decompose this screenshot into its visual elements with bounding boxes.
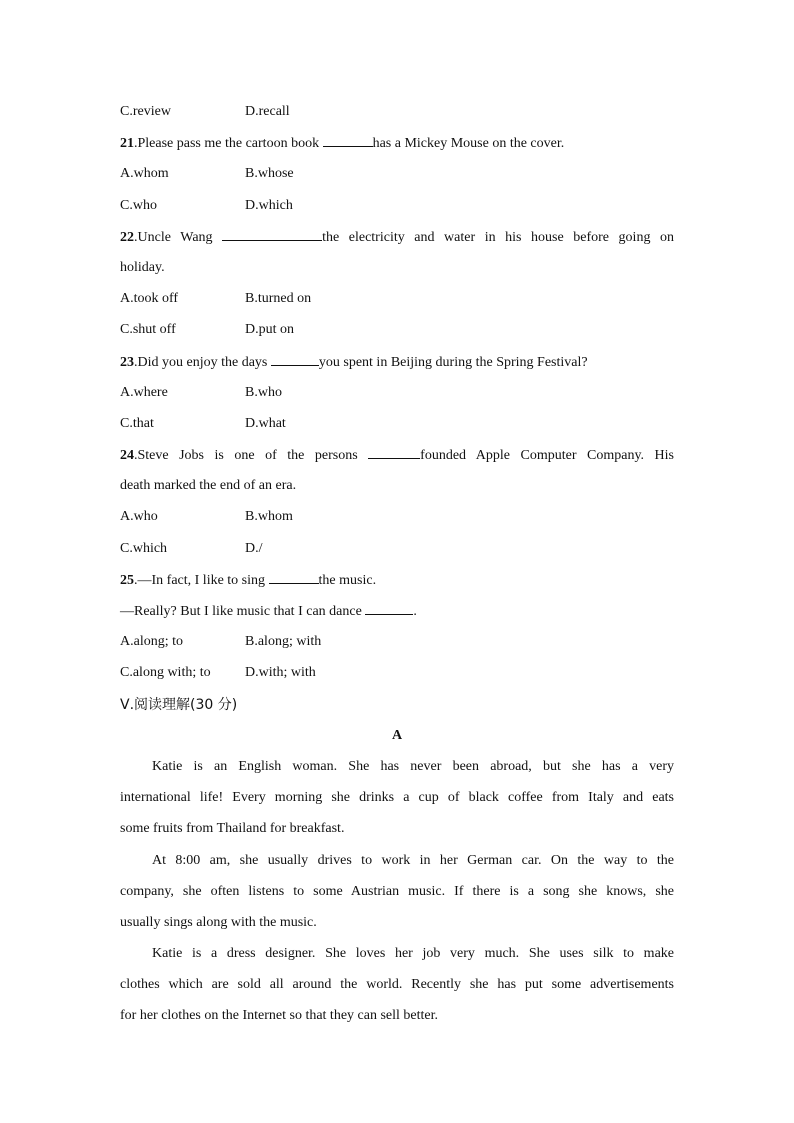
q25-blank-1[interactable] [269, 568, 319, 584]
q25-option-a[interactable]: A.along; to [120, 634, 183, 650]
q25-number: 25 [120, 572, 134, 588]
passage-line: company, she often listens to some Austrian music. If there is a song she knows, she [120, 883, 674, 899]
q21-stem [120, 131, 674, 162]
q24-text-a: .Steve Jobs is one of the persons [134, 448, 369, 464]
passage-line: some fruits from Thailand for breakfast. [120, 821, 345, 837]
q22-text-b: the electricity and water in his house before going on [322, 229, 674, 245]
q22-options-ab [120, 287, 674, 318]
q25-stem-line1 [120, 568, 674, 599]
q23-option-b[interactable]: B.who [245, 384, 282, 400]
passage-line: At 8:00 am, she usually drives to work in her German car. On the way to the [152, 852, 674, 868]
q23-option-a[interactable]: A.where [120, 384, 168, 400]
q21-option-d[interactable]: D.which [245, 197, 293, 213]
q24-option-c[interactable]: C.which [120, 540, 168, 556]
q25-options-cd [120, 661, 674, 692]
section-title: Ⅴ.阅读理解(30 分) [120, 696, 238, 713]
q22-option-a[interactable]: A.took off [120, 291, 179, 307]
q22-stem-line1 [120, 225, 674, 256]
q24-text-b: founded Apple Computer Company. His [420, 448, 675, 464]
passage-line: clothes which are sold all around the world. Recently she has put some advertisements [120, 977, 674, 993]
q24-options-cd [120, 537, 674, 568]
passage-heading: A [391, 727, 403, 743]
q22-option-c[interactable]: C.shut off [120, 322, 176, 338]
q22-blank[interactable] [222, 225, 322, 241]
q25-text-a: .—In fact, I like to sing [134, 572, 269, 588]
q25-option-b[interactable]: B.along; with [245, 634, 322, 650]
passage-line: Katie is an English woman. She has never been abroad, but she has a very [152, 758, 674, 774]
q25-text-c: —Really? But I like music that I can dance [120, 604, 366, 619]
q23-option-d[interactable]: D.what [245, 415, 286, 431]
q23-blank[interactable] [271, 350, 319, 366]
q21-text-b: has a Mickey Mouse on the cover. [372, 136, 565, 152]
q21-option-c[interactable]: C.who [120, 197, 157, 213]
q24-stem-line2: death marked the end of an era. [120, 478, 297, 494]
q23-option-c[interactable]: C.that [120, 415, 154, 431]
q24-options-ab [120, 505, 674, 536]
q25-option-c[interactable]: C.along with; to [120, 665, 211, 681]
q22-option-b[interactable]: B.turned on [245, 291, 312, 307]
q22-option-d[interactable]: D.put on [245, 322, 294, 338]
q25-stem-line2 [120, 599, 674, 630]
q22-number: 22 [120, 229, 134, 245]
q24-stem-line1 [120, 443, 674, 474]
q23-text-b: you spent in Beijing during the Spring Festival? [318, 354, 588, 370]
passage-line: Katie is a dress designer. She loves her job very much. She uses silk to make [152, 946, 674, 962]
q23-number: 23 [120, 354, 134, 370]
q24-option-b[interactable]: B.whom [245, 509, 293, 525]
q23-options-ab [120, 381, 674, 412]
q22-options-cd [120, 318, 674, 349]
passage-line: usually sings along with the music. [120, 914, 317, 930]
q25-options-ab [120, 630, 674, 661]
q21-option-b[interactable]: B.whose [245, 166, 294, 182]
q25-text-b: the music. [318, 572, 377, 588]
q20-option-c[interactable]: C.review [120, 104, 171, 119]
q25-option-d[interactable]: D.with; with [245, 665, 316, 681]
q21-options-cd [120, 194, 674, 225]
q24-blank[interactable] [368, 443, 420, 459]
q25-text-d: . [413, 604, 417, 619]
q24-option-d[interactable]: D./ [245, 540, 263, 556]
q24-option-a[interactable]: A.who [120, 509, 158, 525]
q21-number: 21 [120, 136, 134, 152]
q24-number: 24 [120, 448, 134, 464]
document-page [120, 100, 674, 1036]
q21-option-a[interactable]: A.whom [120, 166, 169, 182]
q22-stem-line2: holiday. [120, 259, 165, 275]
q23-stem [120, 350, 674, 381]
q22-text-a: .Uncle Wang [134, 229, 223, 245]
q21-text-a: .Please pass me the cartoon book [134, 136, 323, 152]
q21-blank[interactable] [323, 131, 373, 147]
q25-blank-2[interactable] [365, 599, 413, 615]
passage-line: for her clothes on the Internet so that they can sell better. [120, 1008, 439, 1024]
q21-options-ab [120, 162, 674, 193]
q23-text-a: .Did you enjoy the days [134, 354, 271, 370]
q20-option-d[interactable]: D.recall [245, 104, 290, 119]
passage-line: international life! Every morning she drinks a cup of black coffee from Italy and eats [120, 790, 674, 806]
q20-options-cd [120, 100, 674, 131]
q23-options-cd [120, 412, 674, 443]
